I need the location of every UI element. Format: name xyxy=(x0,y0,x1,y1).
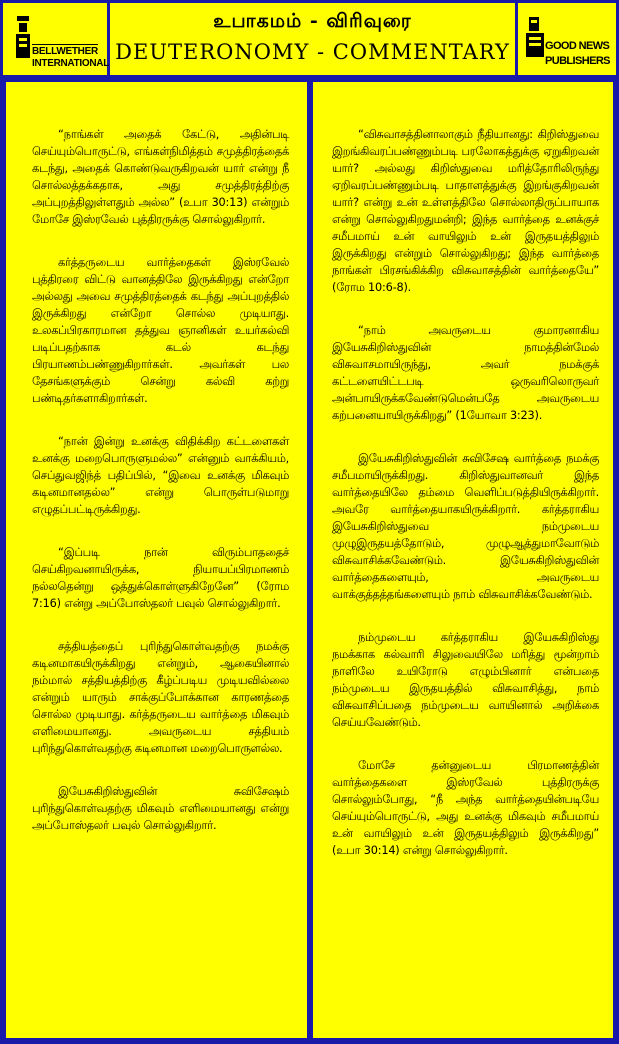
page-header xyxy=(0,0,619,79)
right-paragraph-5: மோசே தன்னுடைய பிரமாணத்தின் வார்த்தைகளை இஸ்ரவேல் புத்திரருக்கு சொல்லும்போது, “நீ அந்த வார்த்தையின்படியே செய்யும்பொருட்டு, அது உனக்கு மிகவும் சமீபமாய் உன் வாயிலும் உன் இருதயத்திலும் இருக்கிறது” (உபா 30:14) என்று சொல்லுகிறார். xyxy=(332,759,599,857)
left-paragraph-4: “இப்படி நான் விரும்பாததைச் செய்கிறவனாயிருக்க, நியாயப்பிரமாணம் நல்லதென்று ஒத்துக்கொள்ளுகிறேனே” (ரோம 7:16) என்று அப்போஸ்தலர் பவுல் சொல்லுகிறார். xyxy=(32,546,289,610)
left-logo-line2: INTERNATIONAL xyxy=(32,58,110,69)
left-paragraph-1: “நாங்கள் அதைக் கேட்டு, அதின்படி செய்யும்பொருட்டு, எங்கள்நிமித்தம் சமுத்திரத்தைக் கடந்து, அதைக் கொண்டுவருகிறவன் யார் என்று நீ சொல்லத்தக்கதாக, அது சமுத்திரத்திற்கு அப்புறத்திலுள்ளதும் அல்ல” (உபா 30:13) என்றும் மோசே இஸ்ரவேல் புத்திரருக்கு சொல்லுகிறார். xyxy=(32,128,289,226)
left-paragraph-5: சத்தியத்தைப் புரிந்துகொள்வதற்கு நமக்கு கடினமாகயிருக்கிறது என்றும், ஆகையினால் நம்மால் சத்தியத்திற்கு கீழ்ப்படிய முடியவில்லை என்றும் யாரும் சாக்குப்போக்கான காரணத்தை சொல்ல முடியாது. கர்த்தருடைய வார்த்தை மிகவும் எளிமையானது. அவருடைய சத்தியம் புரிந்துகொள்வதற்கு கடினமான மறைபொருளல்ல. xyxy=(32,640,289,755)
right-logo-line2: PUBLISHERS xyxy=(545,55,610,67)
bellwether-logo xyxy=(15,13,110,69)
left-logo-line1: BELLWETHER xyxy=(32,46,98,57)
page-title-english: DEUTERONOMY - COMMENTARY xyxy=(115,40,510,64)
right-logo-line1: GOOD NEWS xyxy=(545,40,610,52)
right-paragraph-1: “விசுவாசத்தினாலாகும் நீதியானது: கிறிஸ்துவை இறங்கிவரப்பண்ணும்படி பரலோகத்துக்கு ஏறுகிறவன் யார்? அல்லது கிறிஸ்துவை மரித்தோரிலிருந்து ஏறிவரப்பண்ணும்படி பாதாளத்துக்கு இறங்குகிறவன் யார்? என்று உன் உள்ளத்திலே சொல்லாதிருப்பாயாக என்று சொல்லுகிறதுமன்றி; இந்த வார்த்தை உனக்குச் சமீபமாய் உன் வாயிலும் உன் இருதயத்திலும் இருக்கிறது என்றும் சொல்லுகிறது; இந்த வார்த்தை நாங்கள் பிரசங்கிக்கிற விசுவாசத்தின் வார்த்தையே” (ரோம 10:6-8). xyxy=(332,128,599,294)
left-logo-box xyxy=(3,3,110,75)
right-column xyxy=(310,79,616,1041)
right-paragraph-3: இயேசுகிறிஸ்துவின் சுவிசேஷ வார்த்தை நமக்கு சமீபமாயிருக்கிறது. கிறிஸ்துவானவர் இந்த வார்த்தையிலே தம்மை வெளிப்படுத்தியிருக்கிறார். அவரே வார்த்தையாகயிருக்கிறார். கர்த்தராகிய இயேசுகிறிஸ்துவை நம்முடைய முழுஇருதயத்தோடும், முழுஆத்துமாவோடும் விசுவாசிக்கவேண்டும். இயேசுகிறிஸ்துவின் வார்த்தைகளையும், அவருடைய வாக்குத்தத்தங்களையும் நாம் விசுவாசிக்கவேண்டும். xyxy=(332,452,599,601)
right-logo-box xyxy=(515,3,616,75)
page-title-tamil: உபாகமம் - விரிவுரை xyxy=(213,10,412,32)
right-paragraph-2: “நாம் அவருடைய குமாரனாகிய இயேசுகிறிஸ்துவின் நாமத்தின்மேல் விசுவாசமாயிருந்து, அவர் நமக்குக் கட்டளையிட்டபடி ஒருவரிலொருவர் அன்பாயிருக்கவேண்டுமென்பதே அவருடைய கற்பனையாயிருக்கிறது” (1யோவா 3:23). xyxy=(332,324,599,422)
good-news-logo xyxy=(526,13,614,69)
left-column xyxy=(3,79,310,1041)
bellwether-logo-icon xyxy=(15,16,31,62)
left-paragraph-6: இயேசுகிறிஸ்துவின் சுவிசேஷம் புரிந்துகொள்வதற்கு மிகவும் எளிமையானது என்று அப்போஸ்தலர் பவுல் சொல்லுகிறார். xyxy=(32,785,289,832)
title-box xyxy=(110,3,515,75)
logo-rule xyxy=(32,44,98,45)
right-paragraph-4: நம்முடைய கர்த்தராகிய இயேசுகிறிஸ்து நமக்காக கல்வாரி சிலுவையிலே மரித்து மூன்றாம் நாளிலே உயிரோடு எழும்பினார் என்பதை நம்முடைய இருதயத்தில் விசுவாசித்து, நாம் விசுவாசிப்பதை நம்முடைய வாயினால் அறிக்கை செய்யவேண்டும். xyxy=(332,631,599,729)
left-paragraph-3: “நான் இன்று உனக்கு விதிக்கிற கட்டளைகள் உனக்கு மறைபொருளுமல்ல” என்னும் வாக்கியம், செப்துவஜிந்த் பதிப்பில், “இவை உனக்கு மிகவும் கடினமானதல்ல” என்று பொருள்படுமாறு எழுதப்பட்டிருக்கிறது. xyxy=(32,435,289,516)
good-news-logo-icon xyxy=(526,15,548,59)
left-paragraph-2: கர்த்தருடைய வார்த்தைகள் இஸ்ரவேல் புத்திரரை விட்டு வானத்திலே இருக்கிறது என்றோ அல்லது அவை சமுத்திரத்தைக் கடந்து அப்புறத்தில் இருக்கிறது என்றோ சொல்ல முடியாது. உலகப்பிரகாரமான தத்துவ ஞானிகள் உயர்கல்வி படிப்பதற்காக கடல் கடந்து பிரயாணம்பண்ணுகிறார்கள். அவர்கள் பல தேசங்களுக்கும் சென்று கல்வி கற்று பண்டிதர்களாகிறார்கள். xyxy=(32,256,289,405)
